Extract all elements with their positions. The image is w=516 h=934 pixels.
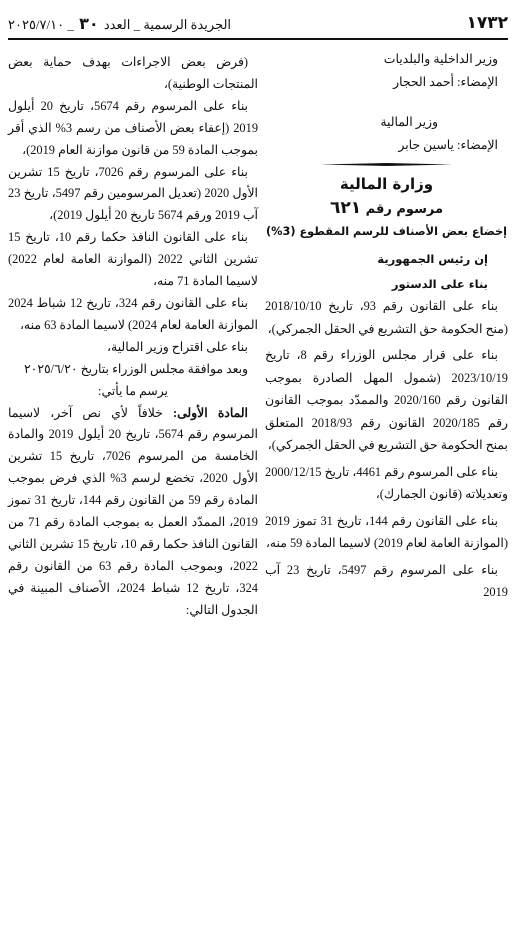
- recital-paragraph: بناء على القانون النافذ حكما رقم 10، تاريخ 15 تشرين الثاني 2022 (الموازنة العامة لعام 2022) لاسيما المادة 71 منه،: [8, 230, 258, 289]
- article-one: [8, 403, 258, 622]
- decree-title: [265, 196, 508, 222]
- decree-subject: إخضاع بعض الأصناف للرسم المقطوع (3%): [266, 225, 507, 238]
- recital-paragraph: بناء على المرسوم رقم 5497، تاريخ 23 آب 2019: [265, 562, 508, 599]
- decree-number: ٦٢١: [330, 198, 362, 218]
- decree-label: مرسوم رقم: [365, 202, 443, 217]
- recital-paragraph: بناء على المرسوم رقم 4461، تاريخ 2000/12/15 وتعديلاته (قانون الجمارك)،: [265, 464, 508, 501]
- signatory-signature-interior: الإمضاء: أحمد الحجار: [393, 74, 498, 89]
- signatory-signature-finance: الإمضاء: ياسين جابر: [398, 137, 498, 152]
- constitution-line: بناء على الدستور: [391, 276, 488, 291]
- section-separator: [265, 156, 508, 172]
- recital-paragraph: بناء على المرسوم رقم 5674، تاريخ 20 أيلول 2019 (إعفاء بعض الأصناف من رسم 3% الذي أقر بموجب المادة 59 من قانون موازنة العام 2019)،: [8, 98, 259, 157]
- recital-paragraph: بناء على القانون رقم 324، تاريخ 12 شباط 2024 الموازنة العامة لعام 2024) لاسيما المادة 63 منه،: [8, 295, 258, 332]
- article-one-text: خلافاً لأي نص آخر، لاسيما المرسوم رقم 5674، تاريخ 20 أيلول 2019 والمادة الخامسة من المرسوم 7026، تاريخ 15 تشرين الأول 2020، تخضع لرسم 3% الذي فرض بموجب المادة رقم 59 من القانون رقم 144، تاريخ 31 تموز 2019، الممدّد العمل به بموجب المادة رقم 71 من القانون النافذ حكما رقم 10، تاريخ 15 تشرين الثاني 2022، وبموجب المادة رقم 63 من القانون رقم 324، تاريخ 12 شباط 2024، الأصناف المبينة في الجدول التالي:: [8, 405, 258, 617]
- right-column: [265, 48, 508, 604]
- header-rule: [8, 38, 508, 40]
- recital-paragraph: بناء على القانون رقم 144، تاريخ 31 تموز 2019 (الموازنة العامة لعام 2019) لاسيما المادة 59 منه،: [265, 513, 508, 550]
- page-header: [8, 12, 508, 34]
- signatory-title-interior: وزير الداخلية والبلديات: [383, 52, 498, 66]
- recital-paragraph: بناء على اقتراح وزير المالية،: [107, 339, 248, 354]
- page-number: ١٧٣٢: [466, 13, 508, 33]
- recital-paragraph: بناء على المرسوم رقم 7026، تاريخ 15 تشرين الأول 2020 (تعديل المرسومين رقم 5497، تاريخ 23 آب 2019 ورقم 5674 تاريخ 20 أيلول 2019)،: [8, 164, 258, 223]
- ministry-heading: وزارة المالية: [339, 175, 434, 193]
- article-one-label: المادة الأولى:: [172, 405, 248, 420]
- council-approval: وبعد موافقة مجلس الوزراء بتاريخ ٢٠٢٥/٦/٢٠: [24, 361, 248, 376]
- authority-line: إن رئيس الجمهورية: [377, 252, 488, 266]
- signatory-title-finance: وزير المالية: [380, 115, 438, 129]
- issue-number: ٣٠: [79, 13, 99, 33]
- issue-date: _ ٢٠٢٥/٧/١٠: [8, 16, 74, 32]
- running-head: [8, 14, 231, 33]
- decrees-line: يرسم ما يأتي:: [98, 383, 168, 398]
- recital-paragraph: بناء على القانون رقم 93، تاريخ 2018/10/10 (منح الحكومة حق التشريع في الحقل الجمركي)،: [265, 299, 508, 336]
- recital-paragraph: (فرض بعض الاجراءات بهدف حماية بعض المنتجات الوطنية)،: [8, 55, 258, 91]
- gazette-name: الجريدة الرسمية _ العدد: [103, 16, 232, 32]
- recital-paragraph: بناء على قرار مجلس الوزراء رقم 8، تاريخ 2023/10/19 (شمول المهل الصادرة بموجب القانون رقم 2020/160 والممدّد بموجب القانون رقم 2020/185 القانون رقم 2018/93 المتعلق بمنح الحكومة حق التشريع في الحقل الجمركي)،: [265, 348, 508, 452]
- left-column: [8, 52, 258, 622]
